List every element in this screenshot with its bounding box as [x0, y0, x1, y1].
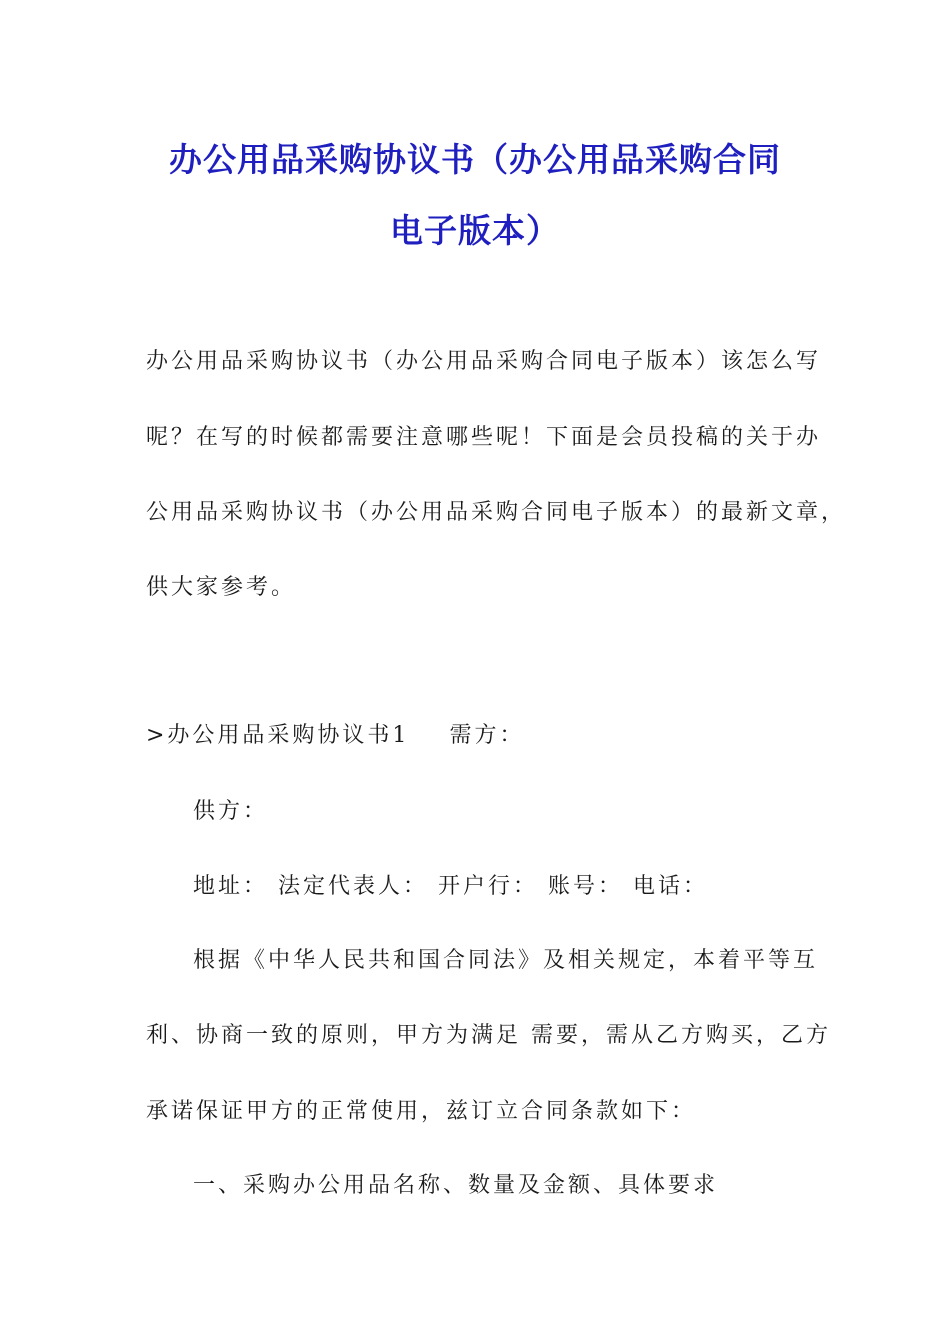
intro-line-2: 呢？在写的时候都需要注意哪些呢！下面是会员投稿的关于办 — [146, 425, 822, 450]
intro-line-4: 供大家参考。 — [146, 575, 297, 600]
document-title-line-1: 办公用品采购协议书（办公用品采购合同 — [169, 140, 781, 179]
body-line-1: 根据《中华人民共和国合同法》及相关规定，本着平等互 — [193, 948, 819, 973]
section-heading: >办公用品采购协议书1 — [146, 723, 410, 748]
demand-party-label: 需方： — [449, 723, 525, 748]
section-heading-row — [146, 718, 524, 749]
clause-1-heading: 一、采购办公用品名称、数量及金额、具体要求 — [193, 1173, 719, 1198]
body-line-2: 利、协商一致的原则，甲方为满足 需要，需从乙方购买，乙方 — [146, 1023, 831, 1048]
document-title-line-2: 电子版本） — [390, 211, 560, 250]
body-line-3: 承诺保证甲方的正常使用，兹订立合同条款如下： — [146, 1099, 697, 1124]
info-fields: 地址： 法定代表人： 开户行： 账号： 电话： — [193, 874, 708, 899]
intro-line-1: 办公用品采购协议书（办公用品采购合同电子版本）该怎么写 — [146, 349, 822, 374]
intro-line-3: 公用品采购协议书（办公用品采购合同电子版本）的最新文章， — [146, 500, 847, 525]
supply-party-label: 供方： — [193, 799, 269, 824]
